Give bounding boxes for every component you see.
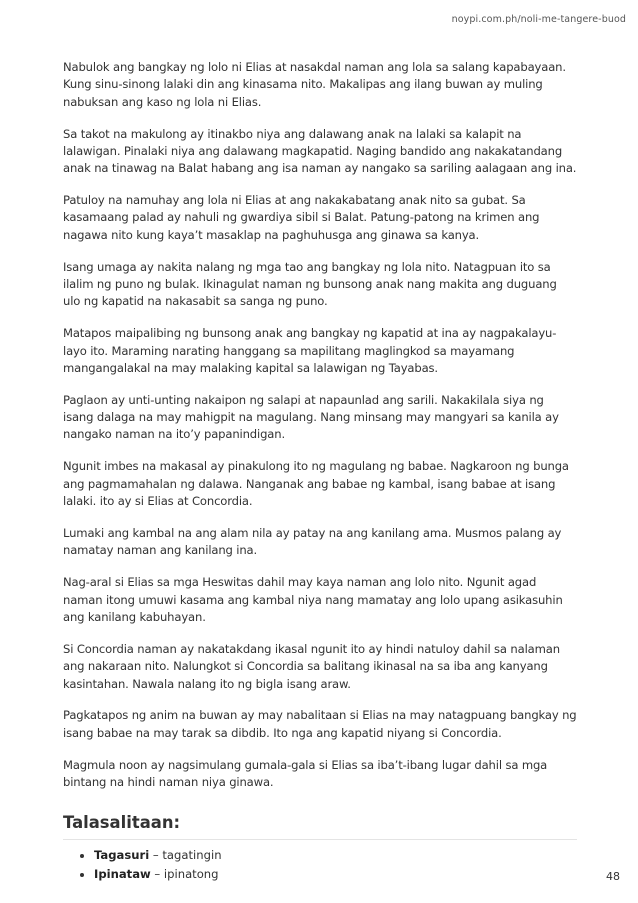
list-item xyxy=(94,846,577,865)
paragraph-12: Magmula noon ay nagsimulang gumala-gala si Elias sa iba’t-ibang lugar dahil sa mga bintang na hindi naman niya ginawa. xyxy=(63,757,548,790)
source-url: noypi.com.ph/noli-me-tangere-buod xyxy=(451,14,626,25)
paragraph-3: Patuloy na namuhay ang lola ni Elias at ang nakakabatang anak nito sa gubat. Sa kasamaang palad ay nahuli ng gwardiya sibil si Balat. Patung-patong na krimen ang nagawa nito kung kaya’t masaklap na paghuhusga ang ginawa sa kanya. xyxy=(63,193,540,242)
vocabulary-term: Ipinataw xyxy=(94,867,151,882)
paragraph-9: Nag-aral si Elias sa mga Heswitas dahil may kaya naman ang lolo nito. Ngunit agad naman itong umuwi kasama ang kambal niya nang mamatay ang lolo upang asikasuhin ang kanilang kabuhayan. xyxy=(63,575,563,624)
article-body xyxy=(63,59,577,884)
paragraph-6: Paglaon ay unti-unting nakaipon ng salapi at napaunlad ang sarili. Nakakilala siya ng isang dalaga na may mahigpit na magulang. Nang minsang may mangyari sa kanila ay nangako naman na ito’y papanindigan. xyxy=(63,392,559,442)
vocabulary-heading: Talasalitaan: xyxy=(63,813,577,840)
paragraph-4: Isang umaga ay nakita nalang ng mga tao ang bangkay ng lola nito. Natagpuan ito sa ilalim ng puno ng bulak. Ikinagulat naman ng bunsong anak nang makita ang duguang ulo ng kapatid na nakasabit sa sanga ng puno. xyxy=(63,259,557,309)
vocabulary-list xyxy=(63,846,577,884)
page-number: 48 xyxy=(606,870,620,883)
vocabulary-definition: – tagatingin xyxy=(149,848,222,863)
paragraph-2: Sa takot na makulong ay itinakbo niya ang dalawang anak na lalaki sa kalapit na lalawigan. Pinalaki niya ang dalawang magkapatid. Naging bandido ang nakakatandang anak na tinawag na Balat habang ang isa naman ay nangako sa sariling aalagaan ang ina. xyxy=(63,126,577,176)
paragraph-11: Pagkatapos ng anim na buwan ay may nabalitaan si Elias na may natagpuang bangkay ng isang babae na may tarak sa dibdib. Ito nga ang kapatid niyang si Concordia. xyxy=(63,708,577,740)
paragraph-7: Ngunit imbes na makasal ay pinakulong ito ng magulang ng babae. Nagkaroon ng bunga ang pagmamahalan ng dalawa. Nanganak ang babae ng kambal, isang babae at isang lalaki. ito ay si Elias at Concordia. xyxy=(63,459,569,509)
paragraph-5: Matapos maipalibing ng bunsong anak ang bangkay ng kapatid at ina ay nagpakalayu-layo ito. Maraming narating hanggang sa mapilitang maglingkod sa mayamang mangangalakal na may malaking kapital sa lalawigan ng Tayabas. xyxy=(63,326,557,375)
vocabulary-definition: – ipinatong xyxy=(150,867,219,882)
list-item xyxy=(94,865,577,884)
paragraph-1: Nabulok ang bangkay ng lolo ni Elias at nasakdal naman ang lola sa salang kapabayaan. Kung sinu-sinong lalaki din ang kinasama nito. Makalipas ang ilang buwan ay muling nabuksan ang kaso ng lola ni Elias. xyxy=(63,60,566,109)
paragraph-8: Lumaki ang kambal na ang alam nila ay patay na ang kanilang ama. Musmos palang ay namatay naman ang kanilang ina. xyxy=(63,526,562,558)
paragraph-10: Si Concordia naman ay nakatakdang ikasal ngunit ito ay hindi natuloy dahil sa nalaman ang nakaraan nito. Nalungkot si Concordia sa balitang ikinasal na sa iba ang kanyang kasintahan. Nawala nalang ito ng bigla isang araw. xyxy=(63,641,560,691)
vocabulary-term: Tagasuri xyxy=(94,848,150,863)
